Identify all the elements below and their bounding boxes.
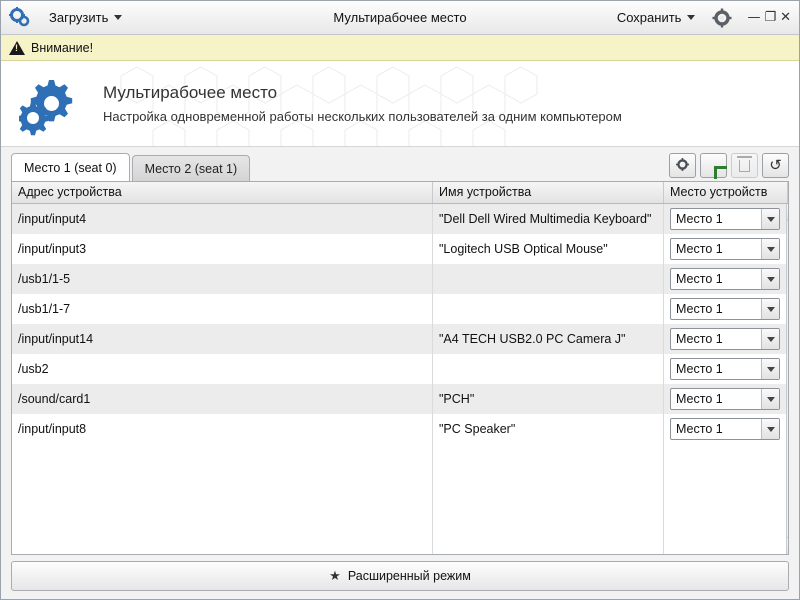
- title-bar-right: [611, 7, 795, 29]
- advanced-mode-label: Расширенный режим: [347, 569, 471, 583]
- cell-seat: [664, 294, 786, 324]
- table-row[interactable]: [12, 294, 786, 324]
- toolbar: [669, 153, 789, 181]
- seat-select[interactable]: [670, 388, 780, 410]
- seat-select[interactable]: [670, 208, 780, 230]
- cell-seat: [664, 234, 786, 264]
- scroll-down-button[interactable]: [787, 537, 790, 554]
- star-icon: ★: [329, 568, 341, 584]
- refresh-button[interactable]: [762, 153, 789, 178]
- delete-device-button[interactable]: [731, 153, 758, 178]
- seat-select[interactable]: [670, 268, 780, 290]
- cell-name: "A4 TECH USB2.0 PC Camera J": [433, 324, 664, 354]
- chevron-down-icon: [687, 15, 695, 20]
- seat-select-value: Место 1: [676, 392, 723, 406]
- cell-address: /input/input14: [12, 324, 433, 354]
- title-bar: [1, 1, 799, 35]
- tab-bar: [1, 147, 799, 181]
- table-row[interactable]: [12, 204, 786, 234]
- cell-seat: [664, 414, 786, 444]
- gear-icon[interactable]: [711, 7, 733, 29]
- seat-select[interactable]: [670, 298, 780, 320]
- add-device-button[interactable]: [700, 153, 727, 178]
- cell-seat: [664, 204, 786, 234]
- tab-seat-1[interactable]: Место 2 (seat 1): [132, 155, 251, 181]
- column-header-seat: Место устройств: [664, 182, 788, 203]
- cell-name: "Logitech USB Optical Mouse": [433, 234, 664, 264]
- seat-select[interactable]: [670, 358, 780, 380]
- seat-select-value: Место 1: [676, 302, 723, 316]
- save-menu-button[interactable]: [611, 7, 702, 28]
- column-header-name: Имя устройства: [433, 182, 664, 203]
- cell-seat: [664, 264, 786, 294]
- chevron-down-icon[interactable]: [761, 419, 779, 439]
- cell-name: [433, 264, 664, 294]
- table-row[interactable]: [12, 354, 786, 384]
- title-bar-left: [5, 7, 128, 29]
- seat-select[interactable]: [670, 328, 780, 350]
- chevron-down-icon[interactable]: [761, 389, 779, 409]
- seat-select[interactable]: [670, 238, 780, 260]
- table-row[interactable]: [12, 414, 786, 444]
- seat-select-value: Место 1: [676, 422, 723, 436]
- vertical-scrollbar[interactable]: [786, 204, 789, 554]
- seat-select[interactable]: [670, 418, 780, 440]
- table-row[interactable]: [12, 234, 786, 264]
- gears-logo-icon: [19, 74, 89, 134]
- cell-seat: [664, 354, 786, 384]
- banner-subtitle: Настройка одновременной работы нескольких пользователей за одним компьютером: [103, 109, 622, 124]
- load-menu-button[interactable]: [43, 7, 128, 28]
- chevron-down-icon[interactable]: [761, 269, 779, 289]
- scrollbar-track[interactable]: [787, 221, 790, 537]
- seat-select-value: Место 1: [676, 332, 723, 346]
- header-banner: [1, 61, 799, 147]
- cell-address: /input/input8: [12, 414, 433, 444]
- banner-title: Мультирабочее место: [103, 83, 278, 102]
- cell-name: "Dell Dell Wired Multimedia Keyboard": [433, 204, 664, 234]
- table-row[interactable]: [12, 264, 786, 294]
- tab-seat-0[interactable]: Место 1 (seat 0): [11, 153, 130, 181]
- scroll-up-button[interactable]: [787, 204, 790, 221]
- table-rows: [12, 204, 786, 554]
- cell-address: /usb1/1-5: [12, 264, 433, 294]
- table-header-row: [12, 182, 788, 204]
- chevron-down-icon: [114, 15, 122, 20]
- cell-address: /sound/card1: [12, 384, 433, 414]
- warning-bar: [1, 35, 799, 61]
- minimize-button[interactable]: —: [747, 10, 761, 25]
- save-menu-label: Сохранить: [616, 10, 682, 25]
- warning-text: Внимание!: [31, 40, 94, 55]
- cell-address: /usb2: [12, 354, 433, 384]
- chevron-down-icon[interactable]: [761, 299, 779, 319]
- seat-select-value: Место 1: [676, 362, 723, 376]
- device-settings-button[interactable]: [669, 153, 696, 178]
- table-body: [12, 204, 788, 554]
- chevron-down-icon[interactable]: [761, 239, 779, 259]
- cell-name: "PCH": [433, 384, 664, 414]
- undo-arrow-icon: ↺: [769, 156, 782, 174]
- seat-select-value: Место 1: [676, 212, 723, 226]
- scrollbar-thumb[interactable]: [788, 221, 790, 397]
- window-title: Мультирабочее место: [333, 10, 467, 25]
- table-row[interactable]: [12, 384, 786, 414]
- cell-name: [433, 354, 664, 384]
- window-controls: [747, 11, 791, 24]
- cell-seat: [664, 324, 786, 354]
- maximize-button[interactable]: ❐: [764, 10, 777, 25]
- seat-select-value: Место 1: [676, 242, 723, 256]
- cell-address: /usb1/1-7: [12, 294, 433, 324]
- table-row[interactable]: [12, 324, 786, 354]
- cell-name: "PC Speaker": [433, 414, 664, 444]
- chevron-down-icon[interactable]: [761, 329, 779, 349]
- table-empty-area: [12, 444, 786, 554]
- cell-address: /input/input4: [12, 204, 433, 234]
- warning-triangle-icon: [9, 41, 25, 55]
- seat-select-value: Место 1: [676, 272, 723, 286]
- chevron-down-icon[interactable]: [761, 359, 779, 379]
- banner-text: [103, 83, 622, 124]
- gears-icon: [9, 7, 31, 29]
- advanced-mode-button[interactable]: [11, 561, 789, 591]
- gear-icon: [675, 157, 690, 175]
- cell-address: /input/input3: [12, 234, 433, 264]
- column-header-address: Адрес устройства: [12, 182, 433, 203]
- load-menu-label: Загрузить: [49, 10, 109, 25]
- cell-name: [433, 294, 664, 324]
- devices-table: [11, 181, 789, 555]
- close-button[interactable]: ✕: [780, 10, 791, 25]
- chevron-down-icon[interactable]: [761, 209, 779, 229]
- trash-icon: [739, 160, 750, 172]
- cell-seat: [664, 384, 786, 414]
